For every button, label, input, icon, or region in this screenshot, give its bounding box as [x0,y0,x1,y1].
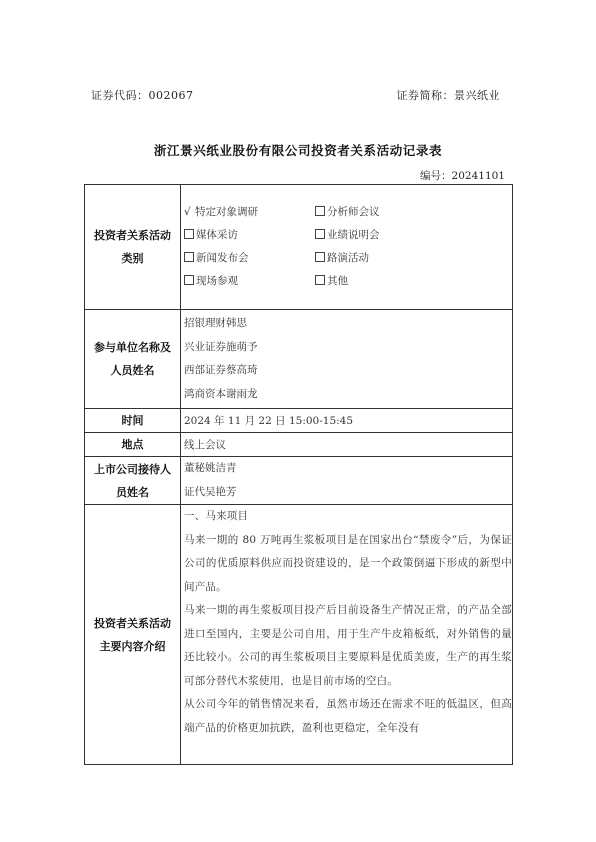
content-paragraph: 从公司今年的销售情况来看，虽然市场还在需求不旺的低温区，但高端产品的价格更加抗跌，盈利也更稳定，全年没有 [184,698,512,734]
label-reception: 上市公司接待人 员姓名 [85,457,181,505]
option-label: 路演活动 [327,252,369,264]
checkbox-icon[interactable] [184,275,194,285]
record-table [84,184,513,765]
participant: 招银理财韩思 [184,317,247,329]
reception-list [181,457,513,505]
row-time [85,409,513,433]
stock-code: 证券代码：002067 [91,89,194,102]
checkbox-icon[interactable] [315,275,325,285]
serial-number: 编号：20241101 [420,170,505,182]
receiver: 证代吴艳芳 [184,485,237,498]
option-label: 业绩说明会 [327,229,380,241]
label-content: 投资者关系活动 主要内容介绍 [85,505,181,765]
checkbox-icon[interactable] [184,252,194,262]
time-value: 2024 年 11 月 22 日 15:00-15:45 [181,409,513,433]
option-label: 新闻发布会 [196,252,249,264]
option-label: 分析师会议 [327,206,380,218]
row-participants [85,310,513,409]
option-label: 其他 [327,275,348,287]
stock-name: 证券简称：景兴纸业 [396,89,500,102]
label-location: 地点 [85,433,181,457]
checkbox-icon[interactable] [315,206,325,216]
participant: 鸿商资本谢雨龙 [184,387,258,400]
participant: 西部证券蔡高琦 [184,364,258,376]
label-category: 投资者关系活动 类别 [85,185,181,310]
category-options [181,185,513,310]
row-location [85,433,513,457]
option-1[interactable] [315,201,512,224]
row-reception [85,457,513,505]
content-paragraph: 马来一期的 80 万吨再生浆板项目是在国家出台“禁废令”后，为保证公司的优质原料供应而投资建设的，是一个政策倒逼下形成的新型中间产品。 [184,533,512,593]
option-0[interactable] [184,201,315,224]
option-2[interactable] [184,224,315,247]
location-value: 线上会议 [181,433,513,457]
option-6[interactable] [184,270,315,293]
content-paragraph: 马来一期的再生浆板项目投产后目前设备生产情况正常，的产品全部进口至国内，主要是公司自用，用于生产牛皮箱板纸，对外销售的量还比较小。公司的再生浆板项目主要原料是优质美废，生产的再生浆可部分替代木浆使用，也是目前市场的空白。 [184,604,512,687]
participant: 兴业证券施萌予 [184,340,258,353]
row-content [85,505,513,765]
participants-list [181,310,513,409]
option-7[interactable] [315,270,512,293]
label-time: 时间 [85,409,181,433]
option-label: 特定对象调研 [195,206,258,218]
option-label: 现场参观 [196,275,238,287]
checkbox-icon[interactable] [315,229,325,239]
checkmark-icon[interactable]: √ [184,206,191,218]
label-participants: 参与单位名称及 人员姓名 [85,310,181,409]
receiver: 董秘姚洁青 [184,462,237,474]
checkbox-icon[interactable] [315,252,325,262]
checkbox-icon[interactable] [184,229,194,239]
option-3[interactable] [315,224,512,247]
document-title: 浙江景兴纸业股份有限公司投资者关系活动记录表 [153,143,443,158]
option-label: 媒体采访 [196,229,238,241]
option-5[interactable] [315,247,512,270]
content-heading: 一、马来项目 [184,510,249,522]
option-4[interactable] [184,247,315,270]
content-text [181,505,513,765]
row-category [85,185,513,310]
